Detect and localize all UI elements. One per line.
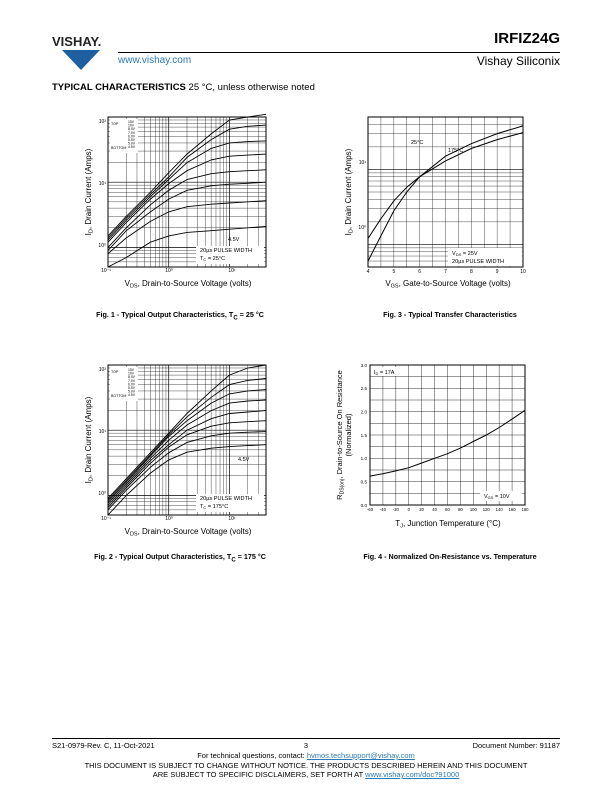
- fig4-xtick: 60: [445, 507, 450, 512]
- fig1-vgs: 4.5V: [128, 145, 135, 150]
- fig1-xtick: 10¹: [228, 268, 236, 274]
- fig1-vgs: 7.0V: [128, 130, 135, 135]
- fig4-xtick: 80: [458, 507, 463, 512]
- footer-notice-2: ARE SUBJECT TO SPECIFIC DISCLAIMERS, SET FORTH AT www.vishay.com/doc?91000: [152, 770, 460, 779]
- header-divider: [118, 52, 560, 53]
- fig2-xlabel: VDS, Drain-to-Source Voltage (volts): [124, 527, 252, 538]
- fig3-xtick: 8: [469, 269, 473, 275]
- section-heading: [52, 82, 315, 93]
- fig1-vgs: 6.0V: [128, 134, 135, 139]
- figure-4-chart: [330, 360, 545, 545]
- fig4-annotation-vgs: VGS = 10V: [484, 494, 510, 500]
- fig1-ylabel: ID, Drain Current (Amps): [84, 148, 95, 236]
- fig1-legend: [110, 119, 138, 153]
- fig4-xticks: [367, 507, 529, 512]
- fig2-xtick: 10⁻¹: [101, 516, 111, 522]
- fig1-legend-top: TOP: [111, 122, 119, 126]
- fig3-ylabel: ID, Drain Current (Amps): [344, 148, 355, 236]
- fig4-xtick: 40: [432, 507, 437, 512]
- fig1-ytick: 10⁰: [98, 243, 106, 249]
- fig2-vgs: 10V: [128, 371, 135, 376]
- fig1-vgs: 5.5V: [128, 138, 135, 142]
- fig2-xtick: 10⁰: [165, 516, 173, 522]
- vishay-logo: [52, 32, 110, 72]
- fig1-vgs: 5.0V: [128, 141, 135, 146]
- fig2-vgs: 7.0V: [128, 378, 135, 383]
- fig2-vgs: 5.0V: [128, 389, 135, 394]
- fig4-ytick: 2.5: [360, 386, 367, 392]
- fig1-xlabel: VDS, Drain-to-Source Voltage (volts): [124, 279, 252, 290]
- fig4-ytick: 0.0: [360, 502, 367, 508]
- fig2-curve-label: 4.5V: [238, 457, 250, 463]
- fig3-xticks: [367, 269, 526, 275]
- fig1-annotation-pulse: 20µs PULSE WIDTH: [200, 248, 253, 254]
- fig3-xtick: 10: [520, 269, 526, 275]
- disclaimer-link[interactable]: www.vishay.com/doc?91000: [365, 770, 460, 779]
- fig1-curve-label: 4.5V: [228, 237, 240, 243]
- fig4-ytick: 0.5: [360, 479, 367, 485]
- fig2-ylabel: ID, Drain Current (Amps): [84, 396, 95, 484]
- contact-email-link[interactable]: hvmos.techsupport@vishay.com: [306, 751, 415, 760]
- fig1-annotation-temp: TC = 25°C: [200, 256, 226, 262]
- footer-contact: For technical questions, contact: hvmos.techsupport@vishay.com: [197, 751, 415, 760]
- fig4-caption: Fig. 4 - Normalized On-Resistance vs. Temperature: [363, 552, 537, 561]
- fig4-xtick: -40: [379, 507, 386, 512]
- figure-2-chart: [80, 360, 280, 538]
- fig3-xlabel: VGS, Gate-to-Source Voltage (volts): [385, 279, 511, 290]
- figure-1-chart: [80, 112, 280, 290]
- fig3-caption: Fig. 3 - Typical Transfer Characteristics: [383, 310, 517, 319]
- fig4-ytick: 1.5: [360, 432, 367, 438]
- fig4-xtick: 0: [407, 507, 410, 512]
- fig4-xtick: 120: [482, 507, 490, 512]
- fig2-legend-top: TOP: [111, 370, 119, 374]
- fig3-curve-25c: 25°C: [411, 140, 424, 146]
- fig3-xtick: 7: [444, 269, 447, 275]
- fig4-yticks: [361, 363, 368, 508]
- fig4-xlabel: TJ, Junction Temperature (°C): [395, 519, 501, 530]
- fig1-ytick: 10²: [98, 119, 106, 125]
- fig2-caption: Fig. 2 - Typical Output Characteristics, $T_C = 175$ °C: [94, 552, 266, 564]
- fig4-ylabel: $R_{DS(on)}$, Drain-to-Source On Resistance: [335, 370, 346, 500]
- fig2-vgs: 6.0V: [128, 382, 135, 387]
- footer-divider: [52, 738, 560, 739]
- fig2-ytick: 10⁰: [98, 491, 106, 497]
- fig4-annotation-id: ID = 17A: [374, 370, 395, 376]
- fig1-ytick: 10¹: [98, 181, 106, 187]
- fig2-annotation-pulse: 20µs PULSE WIDTH: [200, 496, 253, 502]
- fig2-vgs: 15V: [128, 368, 135, 372]
- fig3-xtick: 9: [495, 269, 499, 275]
- fig2-vgs: 4.5V: [128, 393, 135, 398]
- footer-notice-1: THIS DOCUMENT IS SUBJECT TO CHANGE WITHOUT NOTICE. THE PRODUCTS DESCRIBED HEREIN AND THIS DOCUMENT: [84, 761, 528, 770]
- fig3-curve-175c: 175°C: [448, 148, 464, 154]
- fig3-annotation-pulse: 20µs PULSE WIDTH: [452, 259, 505, 265]
- fig4-xtick: 100: [469, 507, 477, 512]
- footer-doc-rev: S21-0979-Rev. C, 11-Oct-2021: [52, 741, 155, 750]
- fig4-ylabel-line2: (Normalized): [344, 413, 353, 457]
- fig4-xtick: 160: [508, 507, 516, 512]
- header-url[interactable]: www.vishay.com: [118, 55, 192, 66]
- footer-page-number: 3: [303, 741, 309, 750]
- fig2-vgs: 5.5V: [128, 386, 135, 390]
- fig1-vgs: 8.0V: [128, 127, 135, 132]
- fig4-xtick: -60: [366, 507, 374, 512]
- fig1-legend-bottom: BOTTOM: [111, 146, 127, 150]
- footer-doc-number: Document Number: 91187: [472, 741, 560, 750]
- fig4-xtick: 20: [419, 507, 425, 512]
- fig3-ytick: 10⁰: [358, 225, 366, 231]
- fig3-xtick: 4: [366, 269, 370, 275]
- fig2-ytick: 10²: [98, 367, 106, 373]
- svg-text:VISHAY.: VISHAY.: [52, 34, 102, 49]
- fig4-ytick: 2.0: [360, 409, 367, 415]
- fig2-legend: [110, 367, 138, 401]
- fig2-annotation-temp: TC = 175°C: [200, 504, 229, 510]
- fig4-ytick: 1.0: [360, 456, 367, 462]
- fig1-xtick: 10⁰: [165, 268, 173, 274]
- fig1-vgs: 15V: [128, 120, 135, 124]
- fig2-legend-bottom: BOTTOM: [111, 394, 127, 398]
- figure-3-chart: [340, 112, 530, 290]
- fig2-ytick: 10¹: [98, 429, 106, 435]
- fig1-xtick: 10⁻¹: [101, 268, 111, 274]
- fig2-vgs: 8.0V: [128, 375, 135, 380]
- fig3-xtick: 5: [392, 269, 396, 275]
- fig2-xtick: 10¹: [228, 516, 236, 522]
- fig4-ytick: 3.0: [360, 362, 367, 368]
- company-name: Vishay Siliconix: [476, 54, 560, 68]
- section-subtitle: 25 °C, unless otherwise noted: [188, 82, 315, 93]
- fig4-xtick: 180: [521, 507, 529, 512]
- fig4-xtick: -20: [392, 507, 399, 512]
- part-number: IRFIZ24G: [494, 30, 560, 47]
- fig1-caption: Fig. 1 - Typical Output Characteristics, $T_C = 25$ °C: [96, 310, 264, 322]
- section-title: TYPICAL CHARACTERISTICS: [52, 82, 186, 93]
- fig3-xtick: 6: [418, 269, 422, 275]
- fig3-ytick: 10¹: [358, 160, 366, 166]
- fig3-annotation-vds: VDS = 25V: [452, 251, 478, 257]
- fig4-xtick: 140: [495, 507, 503, 512]
- fig1-vgs: 10V: [128, 123, 135, 128]
